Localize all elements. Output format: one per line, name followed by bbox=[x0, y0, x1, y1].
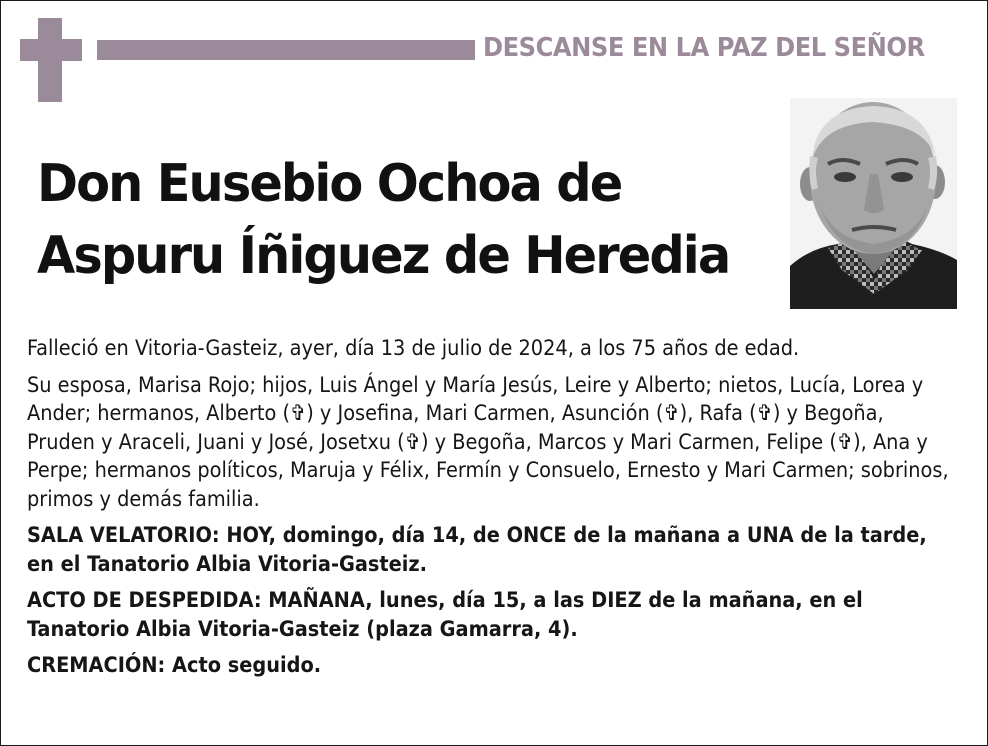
deceased-name bbox=[37, 148, 759, 292]
family-paragraph: Su esposa, Marisa Rojo; hijos, Luis Ángel y María Jesús, Leire y Alberto; nietos, Lucía, Lorea y Ander; hermanos, Alberto (✞) y Josefina, Mari Carmen, Asunción (✞), Rafa (✞) y Begoña, Pruden y Araceli, Juani y José, Josetxu (✞) y Begoña, Marcos y Mari Carmen, Felipe (✞), Ana y Perpe; hermanos políticos, Maruja y Félix, Fermín y Consuelo, Ernesto y Mari Carmen; sobrinos, primos y demás familia. bbox=[27, 372, 949, 512]
deceased-name-line1: Don Eusebio Ochoa de bbox=[37, 154, 622, 214]
cross-icon bbox=[20, 18, 82, 102]
header-rule bbox=[97, 40, 475, 60]
acto-despedida-paragraph: ACTO DE DESPEDIDA: MAÑANA, lunes, día 15, a las DIEZ de la mañana, en el Tanatorio Albia Vitoria-Gasteiz (plaza Gamarra, 4). bbox=[27, 588, 863, 642]
cremacion-paragraph: CREMACIÓN: Acto seguido. bbox=[27, 653, 322, 678]
sala-velatorio-paragraph: SALA VELATORIO: HOY, domingo, día 14, de ONCE de la mañana a UNA de la tarde, en el Tanatorio Albia Vitoria-Gasteiz. bbox=[27, 523, 927, 577]
header-title: DESCANSE EN LA PAZ DEL SEÑOR bbox=[483, 33, 925, 63]
portrait-image bbox=[790, 98, 957, 309]
portrait-photo bbox=[790, 98, 957, 309]
death-paragraph: Falleció en Vitoria-Gasteiz, ayer, día 13 de julio de 2024, a los 75 años de edad. bbox=[27, 336, 800, 361]
notice-body bbox=[27, 335, 957, 689]
deceased-name-line2: Aspuru Íñiguez de Heredia bbox=[37, 226, 730, 286]
